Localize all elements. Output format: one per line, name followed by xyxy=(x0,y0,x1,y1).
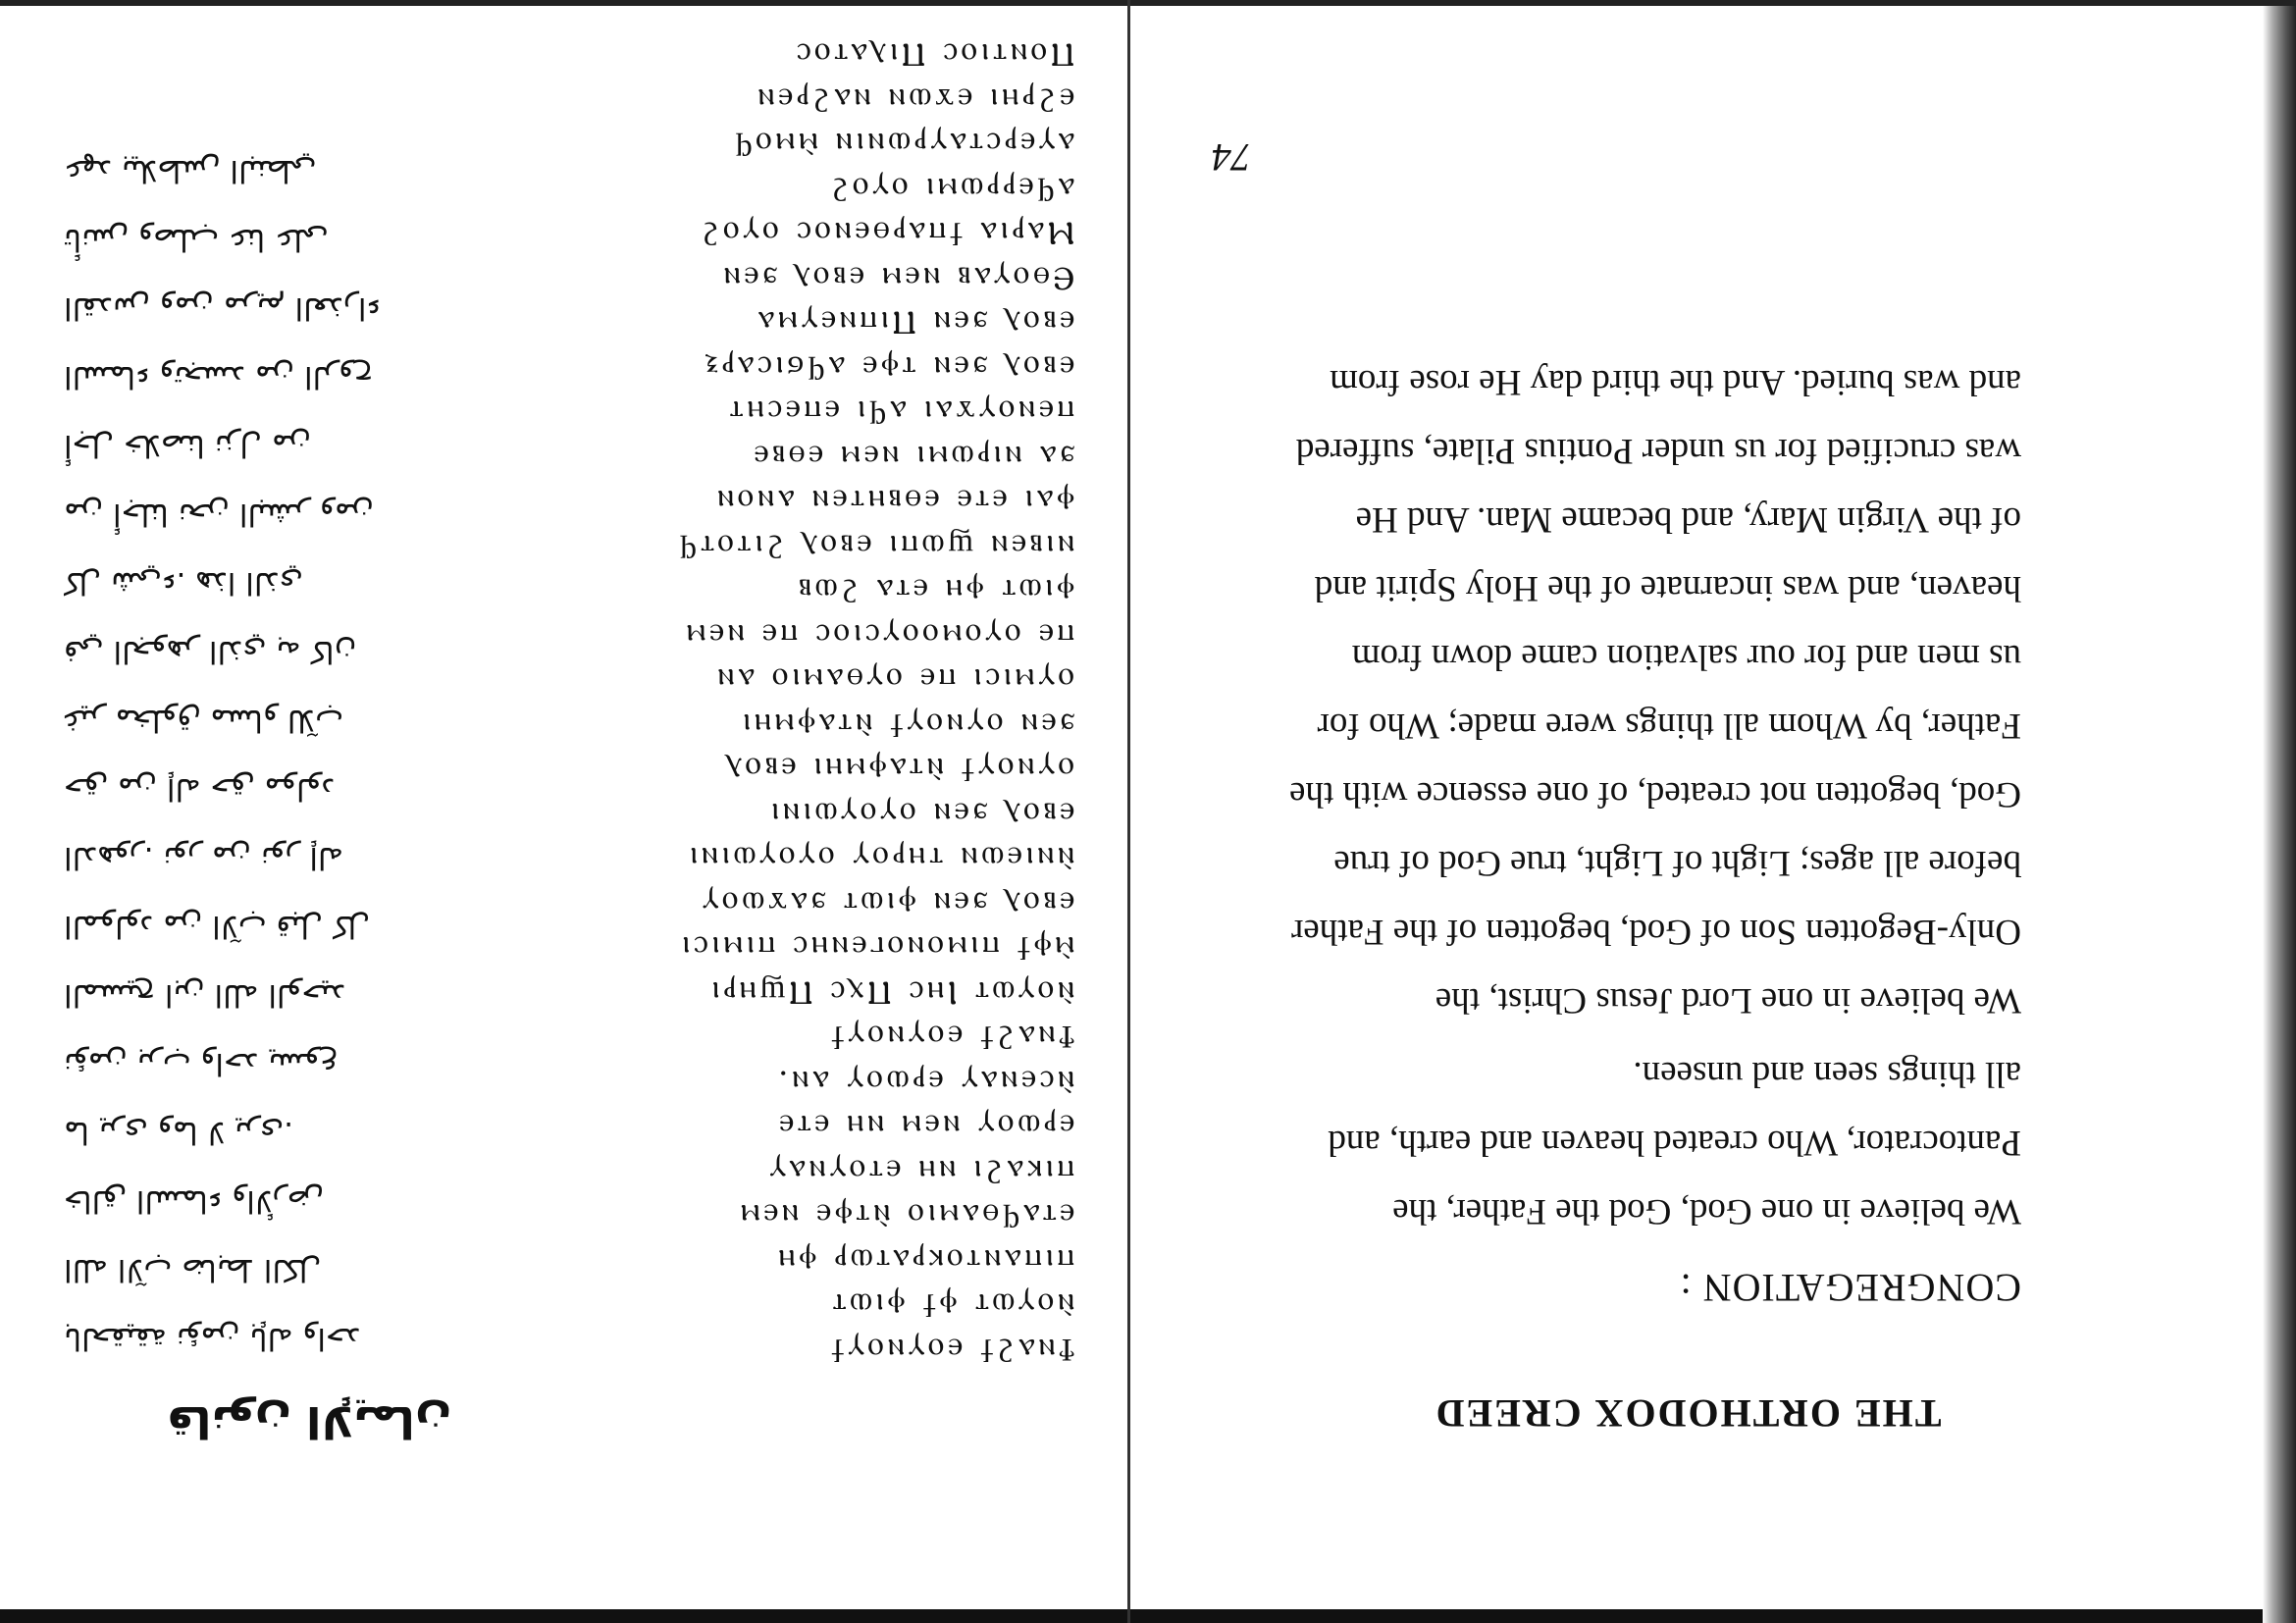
coptic-line: ⲟⲩⲛⲟⲩϯ ⲛ̀ⲧⲁⲫⲙⲏⲓ ⲉⲃⲟⲗ xyxy=(722,751,1074,790)
arabic-line: بالحقيقة نؤمن بإله واحد xyxy=(64,1321,361,1356)
book-gutter xyxy=(1127,0,1130,1623)
coptic-line: ⲛ̀ⲟⲩⲱⲧ ⲫϯ ⲫⲓⲱⲧ xyxy=(828,1286,1074,1326)
text-line: We believe in one God, God the Father, the xyxy=(1392,1191,2021,1231)
coptic-line: Ⲡⲟⲛⲧⲓⲟⲥ Ⲡⲓⲗⲁⲧⲟⲥ xyxy=(792,36,1074,76)
arabic-line: تأنس وصلب عنا على xyxy=(64,222,329,257)
coptic-line: ⲡⲉⲛⲟⲩϫⲁⲓ ⲁϥⲓ ⲉⲡⲉⲥⲏⲧ xyxy=(725,393,1074,433)
coptic-line: ⲉⲃⲟⲗ ϧⲉⲛ ⲟⲩⲟⲩⲱⲓⲛⲓ xyxy=(767,796,1074,834)
arabic-line: السماء وتجسد من الروح xyxy=(64,359,374,394)
arabic-line: الله الآب ضابط الكل xyxy=(64,1252,322,1287)
arabic-line: القدس ومن مريم العذراء xyxy=(64,290,382,326)
coptic-line: ⲟⲩⲙⲓⲥⲓ ⲡⲉ ⲟⲩⲑⲁⲙⲓⲟ ⲁⲛ xyxy=(713,661,1074,701)
coptic-line: ⲛ̀ⲛⲓⲉⲱⲛ ⲧⲏⲣⲟⲩ ⲟⲩⲟⲩⲱⲓⲛⲓ xyxy=(686,840,1074,879)
arabic-line: الدهور. نور من نور إله xyxy=(64,840,344,875)
coptic-line: ⲡⲉ ⲟⲩⲟⲙⲟⲟⲩⲥⲓⲟⲥ ⲡⲉ ⲛⲉⲙ xyxy=(682,617,1074,655)
coptic-text-column xyxy=(564,33,1074,1373)
coptic-line: ⲡⲓⲕⲁϩⲓ ⲛⲏ ⲉⲧⲟⲩⲛⲁⲩ xyxy=(765,1153,1074,1191)
scan-edge-shadow xyxy=(2263,0,2296,1623)
congregation-heading: CONGREGATION : xyxy=(1679,1266,2021,1310)
coptic-line: ⲛ̀ⲥⲉⲛⲁⲩ ⲉⲣⲱⲟⲩ ⲁⲛ. xyxy=(774,1064,1074,1102)
arabic-line: خالق السماء والأرض xyxy=(64,1183,324,1219)
arabic-title: قانون الإيمان xyxy=(166,1396,452,1446)
arabic-text-column xyxy=(64,136,456,1373)
coptic-line: ⲉⲃⲟⲗ ϧⲉⲛ Ⲡⲓⲡⲛⲉⲩⲙⲁ xyxy=(754,304,1074,343)
creed-paragraph-2 xyxy=(1217,347,2021,1034)
arabic-line: غير مخلوق مساو للآب xyxy=(64,703,343,738)
coptic-arabic-page xyxy=(54,0,1074,1623)
arabic-line: ما يرى وما لا يرى. xyxy=(64,1115,294,1150)
arabic-line: المولود من الآب قبل كل xyxy=(64,909,371,944)
arabic-line: المسيح ابن الله الوحيد xyxy=(64,977,346,1013)
coptic-line: ⲁϥⲉⲣⲣⲱⲙⲓ ⲟⲩⲟϩ xyxy=(827,171,1074,209)
text-line: Father, by Whom all things were made; Who for xyxy=(1317,706,2021,746)
coptic-line: ⲉⲧⲁϥⲑⲁⲙⲓⲟ ⲛ̀ⲧⲫⲉ ⲛⲉⲙ xyxy=(737,1197,1074,1236)
arabic-line: نؤمن برب واحد يسوع xyxy=(64,1046,339,1081)
text-line: was crucified for us under Pontius Pilate, suffered xyxy=(1295,431,2021,471)
text-line: God, begotten not created, of one essence with the xyxy=(1289,774,2021,814)
coptic-line: Ⲉⲑⲟⲩⲁⲃ ⲛⲉⲙ ⲉⲃⲟⲗ ϧⲉⲛ xyxy=(719,260,1074,298)
coptic-line: ⲉⲣⲱⲟⲩ ⲛⲉⲙ ⲛⲏ ⲉⲧⲉ xyxy=(775,1108,1074,1147)
text-line: of the Virgin Mary, and became Man. And He xyxy=(1355,499,2021,540)
coptic-line: Ϯⲛⲁϩϯ ⲉⲟⲩⲛⲟⲩϯ xyxy=(827,1019,1074,1058)
coptic-line: ⲁⲩⲉⲣⲥⲧⲁⲩⲣⲱⲛⲓⲛ ⲙ̀ⲙⲟϥ xyxy=(731,126,1074,165)
arabic-line: كل شيء. هذا الذي xyxy=(64,565,303,601)
coptic-line: ⲛⲓⲃⲉⲛ ϣⲱⲡⲓ ⲉⲃⲟⲗ ϩⲓⲧⲟⲧϥ xyxy=(675,528,1074,566)
coptic-line: ϧⲁ ⲛⲓⲣⲱⲙⲓ ⲛⲉⲙ ⲉⲑⲃⲉ xyxy=(750,439,1074,477)
coptic-line: ⲛ̀ⲟⲩⲱⲧ Ⲓⲏⲥ Ⲡⲭⲥ Ⲡϣⲏⲣⲓ xyxy=(707,974,1074,1013)
text-line: and was buried. And the third day He rose from xyxy=(1330,362,2021,402)
coptic-line: ⲉϩⲣⲏⲓ ⲉϫⲱⲛ ⲛⲁϩⲣⲉⲛ xyxy=(754,81,1074,120)
arabic-line: عهد بيلاطس البنطي xyxy=(64,153,317,188)
arabic-line: حق من إله حق مولود xyxy=(64,771,336,807)
coptic-line: ⲡⲓⲡⲁⲛⲧⲟⲕⲣⲁⲧⲱⲣ ⲫⲏ xyxy=(774,1242,1074,1281)
text-line: Only-Begotten Son of God, begotten of the Father xyxy=(1291,912,2021,952)
coptic-line: ⲫⲓⲱⲧ ⲫⲏ ⲉⲧⲁ ϩⲱⲃ xyxy=(795,572,1074,611)
arabic-line: في الجوهر الذي به كان xyxy=(64,634,357,669)
text-line: before all ages; Light of Light, true God of true xyxy=(1333,843,2021,883)
text-line: us men and for our salvation came down from xyxy=(1351,637,2021,677)
text-line: all things seen and unseen. xyxy=(1633,1054,2021,1094)
coptic-line: Ϯⲛⲁϩϯ ⲉⲟⲩⲛⲟⲩϯ xyxy=(827,1332,1074,1370)
english-page xyxy=(1197,0,2178,1623)
coptic-line: ⲉⲃⲟⲗ ϧⲉⲛ ⲧⲫⲉ ⲁϥϭⲓⲥⲁⲣⲝ xyxy=(702,349,1074,388)
coptic-line: ⲫⲁⲓ ⲉⲧⲉ ⲉⲑⲃⲏⲧⲉⲛ ⲁⲛⲟⲛ xyxy=(713,483,1074,522)
text-line: Pantocrator, Who created heaven and earth, and xyxy=(1328,1123,2021,1163)
coptic-line: ⲉⲃⲟⲗ ϧⲉⲛ ⲫⲓⲱⲧ ϧⲁϫⲱⲟⲩ xyxy=(698,885,1074,923)
coptic-line: ⲙ̀ⲫϯ ⲡⲓⲙⲟⲛⲟⲅⲉⲛⲏⲥ ⲡⲓⲙⲓⲥⲓ xyxy=(678,929,1074,969)
page-number: 74 xyxy=(1212,135,1251,180)
coptic-line: ϧⲉⲛ ⲟⲩⲛⲟⲩϯ ⲛ̀ⲧⲁⲫⲙⲏⲓ xyxy=(739,707,1074,745)
coptic-line: Ⲙⲁⲣⲓⲁ ϯⲡⲁⲣⲑⲉⲛⲟⲥ ⲟⲩⲟϩ xyxy=(698,215,1074,254)
text-line: heaven, and was incarnate of the Holy Spirit and xyxy=(1314,568,2021,608)
creed-paragraph-1 xyxy=(1217,1039,2021,1245)
arabic-line: من أجلنا نحن البشر ومن xyxy=(64,497,375,532)
page-title: THE ORTHODOX CREED xyxy=(1434,1391,1942,1436)
text-line: We believe in one Lord Jesus Christ, the xyxy=(1435,980,2021,1021)
arabic-line: أجل خلاصنا نزل من xyxy=(64,428,312,463)
